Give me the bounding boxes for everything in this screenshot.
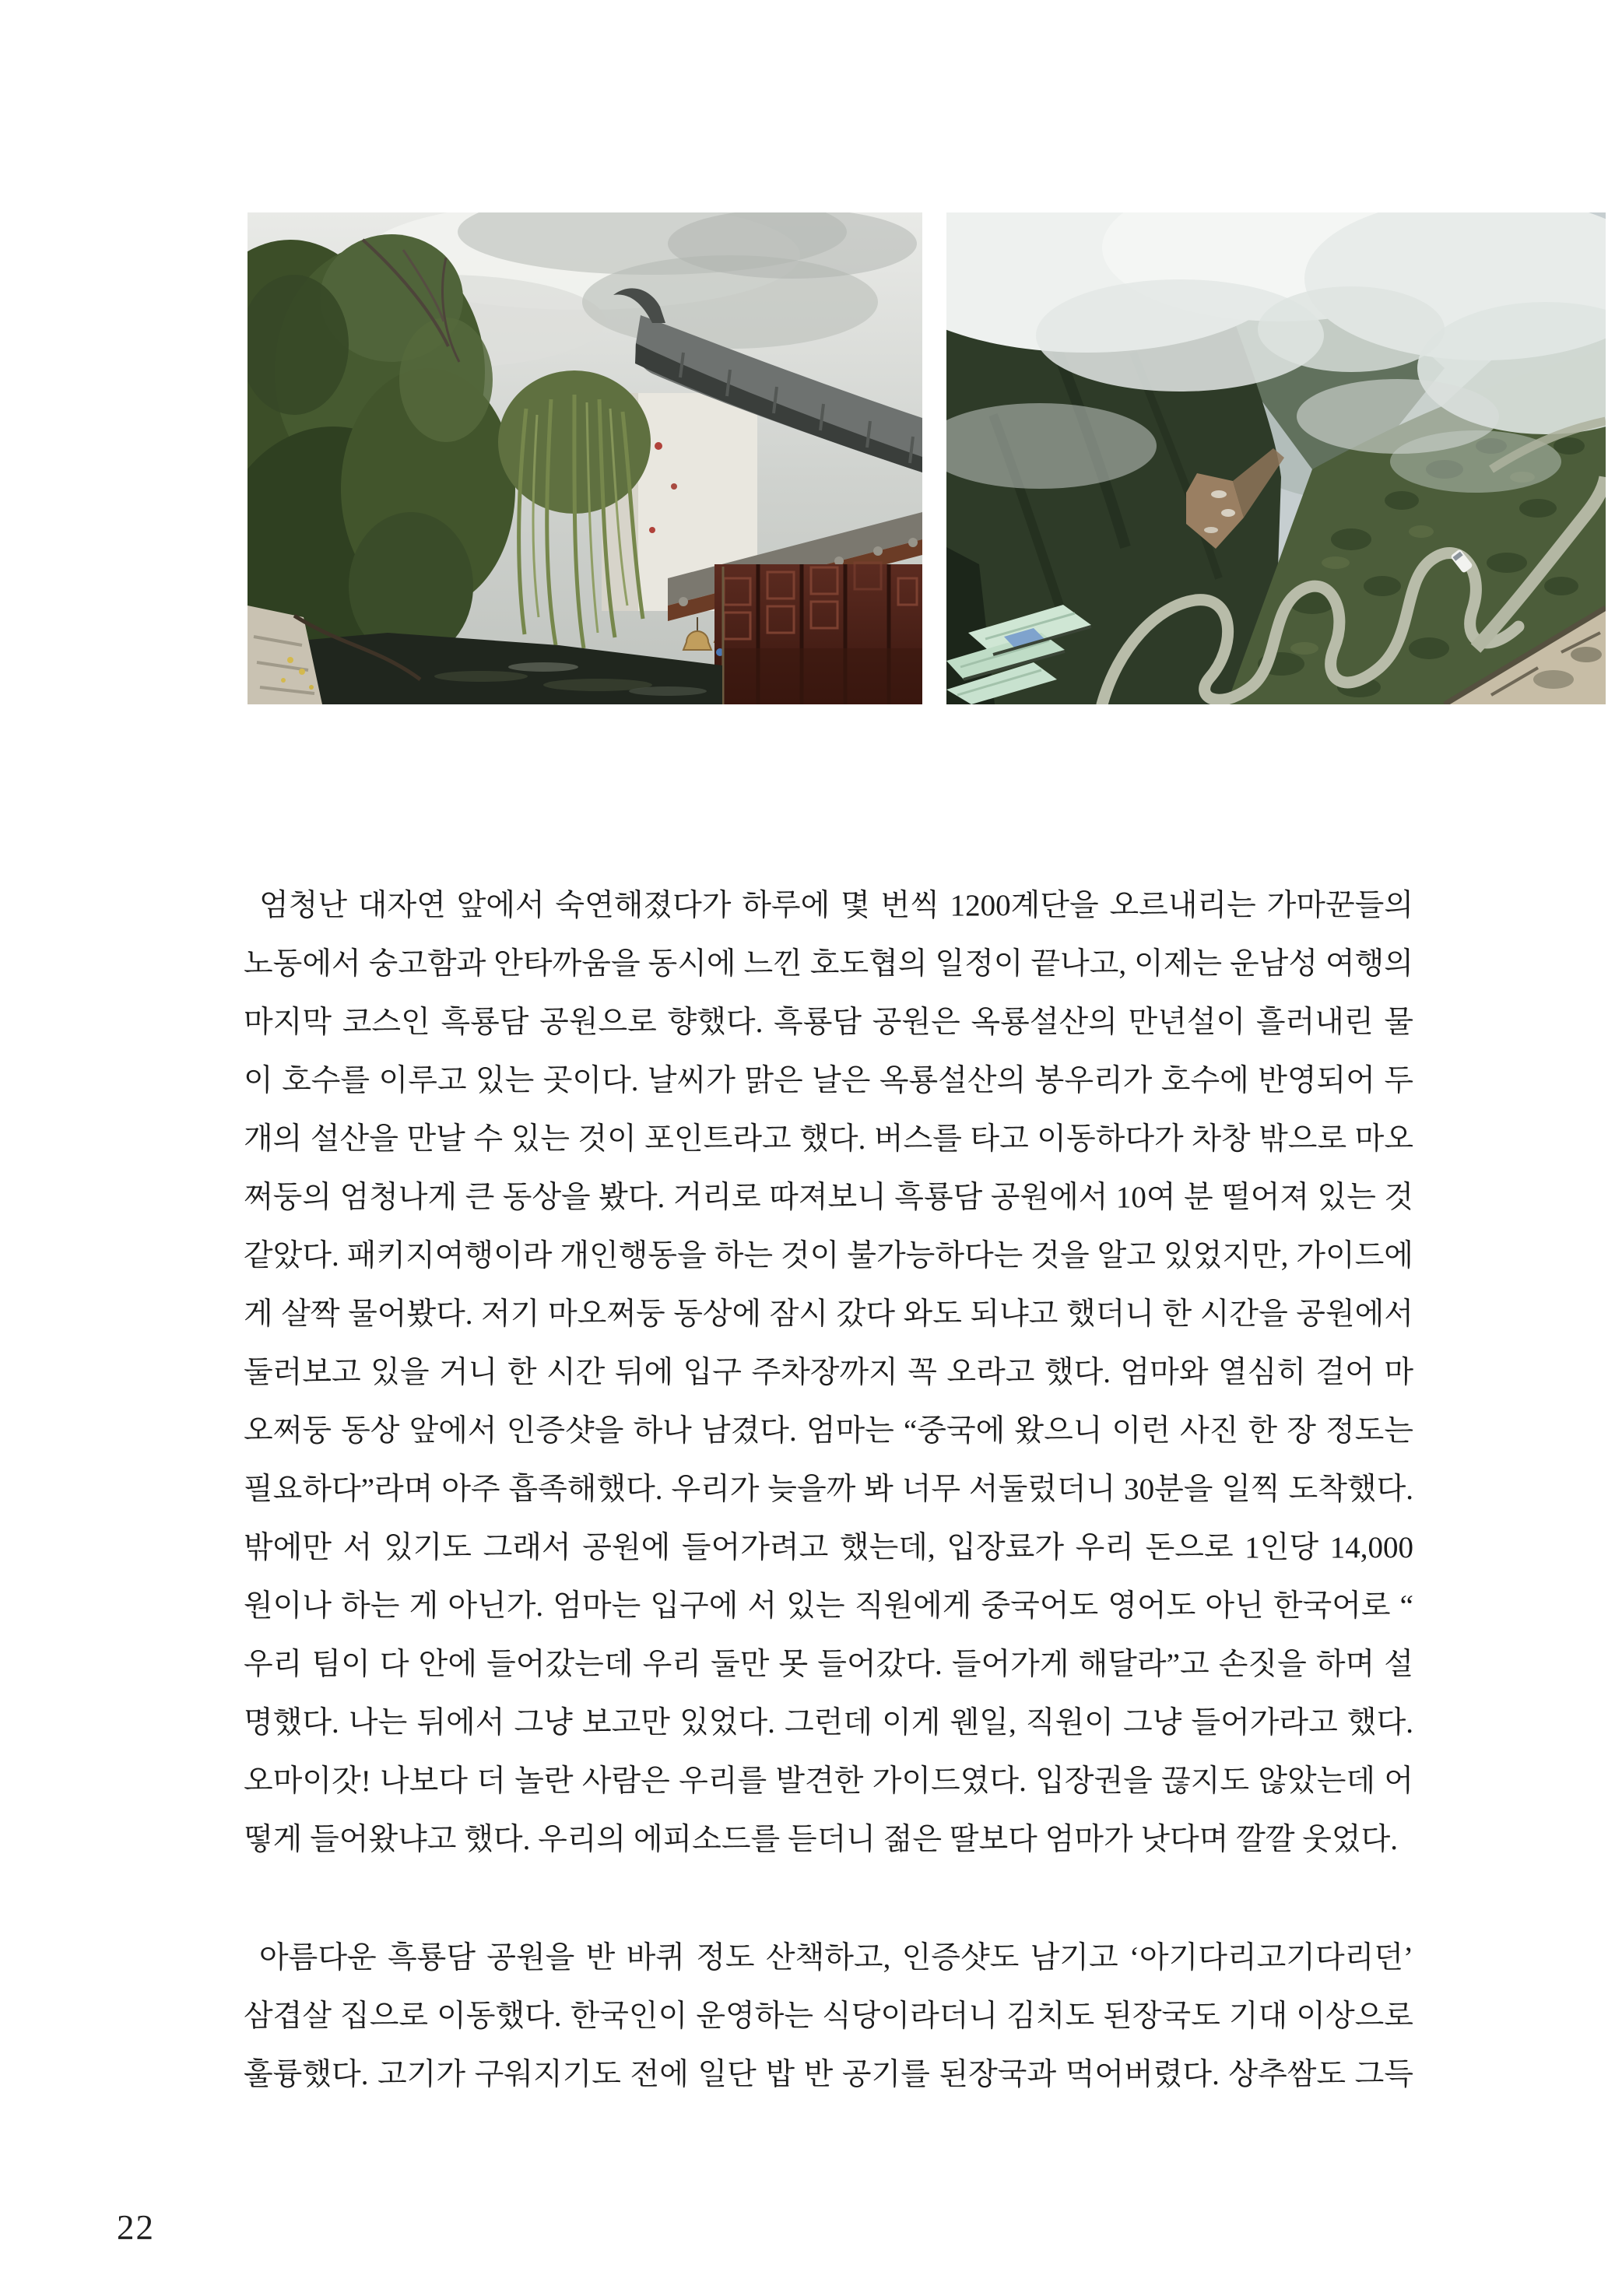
text-line: 마지막 코스인 흑룡담 공원으로 향했다. 흑룡담 공원은 옥룡설산의 만년설이 흘러내린 물	[244, 1006, 1413, 1039]
text-line: 아름다운 흑룡담 공원을 반 바퀴 정도 산책하고, 인증샷도 남기고 ‘아기다리고기다리던’	[259, 1941, 1413, 1975]
photo-oldtown-canal	[248, 212, 922, 704]
paragraph-2	[244, 1929, 1413, 2104]
text-line: 훌륭했다. 고기가 구워지기도 전에 일단 밥 반 공기를 된장국과 먹어버렸다. 상추쌈도 그득	[244, 2058, 1413, 2091]
body-text	[244, 876, 1413, 2104]
photo-gorge-switchback-road	[946, 212, 1606, 704]
text-line: 엄청난 대자연 앞에서 숙연해졌다가 하루에 몇 번씩 1200계단을 오르내리는 가마꾼들의	[259, 889, 1413, 922]
text-line: 밖에만 서 있기도 그래서 공원에 들어가려고 했는데, 입장료가 우리 돈으로 1인당 14,000	[244, 1531, 1413, 1564]
text-line: 삼겹살 집으로 이동했다. 한국인이 운영하는 식당이라더니 김치도 된장국도 기대 이상으로	[244, 1999, 1413, 2033]
text-line: 노동에서 숭고함과 안타까움을 동시에 느낀 호도협의 일정이 끝나고, 이제는 운남성 여행의	[244, 947, 1413, 981]
text-line: 둘러보고 있을 거니 한 시간 뒤에 입구 주차장까지 꼭 오라고 했다. 엄마와 열심히 걸어 마	[244, 1356, 1413, 1389]
text-line: 필요하다”라며 아주 흡족해했다. 우리가 늦을까 봐 너무 서둘렀더니 30분을 일찍 도착했다.	[244, 1473, 1413, 1506]
text-line: 오쩌둥 동상 앞에서 인증샷을 하나 남겼다. 엄마는 “중국에 왔으니 이런 사진 한 장 정도는	[244, 1414, 1413, 1448]
text-line: 오마이갓! 나보다 더 놀란 사람은 우리를 발견한 가이드였다. 입장권을 끊지도 않았는데 어	[244, 1764, 1413, 1798]
text-line: 쩌둥의 엄청나게 큰 동상을 봤다. 거리로 따져보니 흑룡담 공원에서 10여 분 떨어져 있는 것	[244, 1181, 1413, 1214]
photo-gorge-art	[946, 212, 1606, 704]
text-line: 원이나 하는 게 아닌가. 엄마는 입구에 서 있는 직원에게 중국어도 영어도 아닌 한국어로 “	[244, 1589, 1413, 1623]
text-line: 같았다. 패키지여행이라 개인행동을 하는 것이 불가능하다는 것을 알고 있었지만, 가이드에	[244, 1239, 1413, 1273]
page-number: 22	[117, 2208, 155, 2247]
paragraph-1	[244, 876, 1413, 1869]
text-line: 명했다. 나는 뒤에서 그냥 보고만 있었다. 그런데 이게 웬일, 직원이 그냥 들어가라고 했다.	[244, 1706, 1413, 1740]
text-line: 떻게 들어왔냐고 했다. 우리의 에피소드를 듣더니 젊은 딸보다 엄마가 낫다며 깔깔 웃었다.	[244, 1823, 1399, 1856]
text-line: 게 살짝 물어봤다. 저기 마오쩌둥 동상에 잠시 갔다 와도 되냐고 했더니 한 시간을 공원에서	[244, 1297, 1413, 1331]
photo-oldtown-canal-art	[248, 212, 922, 704]
text-line: 이 호수를 이루고 있는 곳이다. 날씨가 맑은 날은 옥룡설산의 봉우리가 호수에 반영되어 두	[244, 1064, 1413, 1097]
text-line: 개의 설산을 만날 수 있는 것이 포인트라고 했다. 버스를 타고 이동하다가 차창 밖으로 마오	[244, 1122, 1413, 1156]
text-line: 우리 팀이 다 안에 들어갔는데 우리 둘만 못 들어갔다. 들어가게 해달라”고 손짓을 하며 설	[244, 1648, 1413, 1681]
